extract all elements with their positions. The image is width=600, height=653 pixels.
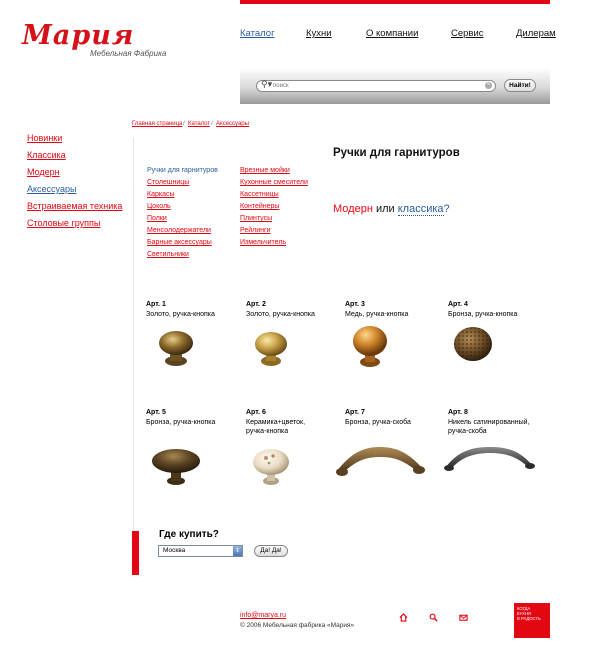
nav-catalog[interactable]: Каталог [240, 28, 275, 39]
product-art: Арт. 6 [246, 409, 266, 416]
search-panel [240, 68, 550, 104]
promo-line: В РАДОСТЬ [517, 616, 541, 621]
product-desc: Керамика+цветок, [246, 419, 306, 426]
clear-icon[interactable]: × [486, 82, 491, 88]
page-title: Ручки для гарнитуров [333, 147, 460, 159]
subcategory-plinth[interactable]: Цоколь [147, 203, 171, 210]
product-art: Арт. 1 [146, 301, 166, 308]
product-image[interactable] [243, 443, 303, 488]
product-desc: Бронза, ручка-скоба [345, 419, 411, 426]
question-classic-link[interactable]: классика [397, 203, 444, 215]
nav-dealers[interactable]: Дилерам [516, 28, 556, 39]
subcategory-sinks[interactable]: Врезные мойки [240, 167, 290, 174]
subcategory-countertops[interactable]: Столешницы [147, 179, 190, 186]
sidebar-item-modern[interactable]: Модерн [27, 167, 60, 177]
product-image[interactable] [340, 322, 400, 370]
product-art: Арт. 5 [146, 409, 166, 416]
promo-line: КОГДА [517, 606, 531, 611]
promo-badge[interactable] [514, 603, 550, 638]
logo-subtitle: Мебельная Фабрика [90, 49, 167, 58]
breadcrumb-catalog[interactable]: Каталог [188, 121, 210, 127]
sidebar-item-accessories[interactable]: Аксессуары [27, 184, 77, 194]
sidebar-item-appliances[interactable]: Встраиваемая техника [27, 201, 123, 211]
product-desc: Золото, ручка-кнопка [146, 311, 215, 318]
subcategory-shelves[interactable]: Полки [147, 215, 167, 222]
logo[interactable] [22, 20, 167, 60]
logo-text: Мария [22, 20, 135, 51]
footer-copyright: © 2006 Мебельная фабрика «Мария» [240, 622, 355, 629]
sidebar-item-classic[interactable]: Классика [27, 150, 66, 160]
product-desc: Медь, ручка-кнопка [345, 311, 409, 318]
product-desc: ручка-кнопка [246, 428, 289, 435]
city-select[interactable] [158, 545, 243, 557]
subcategory-shelf-holders[interactable]: Менсолодержатели [147, 227, 211, 234]
buy-accent-bar [132, 531, 139, 575]
product-art: Арт. 8 [448, 409, 468, 416]
search-icon: ⚲▾ [261, 79, 273, 89]
promo-line: КУХНЯ [517, 611, 531, 616]
style-question [333, 203, 450, 215]
product-art: Арт. 7 [345, 409, 365, 416]
search-button[interactable]: Найти! [504, 79, 536, 92]
search-box[interactable] [256, 80, 496, 92]
sidebar-item-dining[interactable]: Столовые группы [27, 218, 101, 228]
product-image[interactable] [442, 445, 537, 475]
nav-kitchens[interactable]: Кухни [306, 28, 332, 39]
question-mark: ? [443, 203, 450, 215]
where-to-buy-title: Где купить? [159, 529, 219, 540]
product-desc: Бронза, ручка-кнопка [146, 419, 216, 426]
subcategory-frames[interactable]: Каркасы [147, 191, 175, 198]
footer-email-link[interactable]: info@marya.ru [240, 612, 287, 619]
breadcrumb-separator: / [183, 121, 185, 127]
subcategory-railings[interactable]: Рейлинги [240, 227, 271, 234]
product-desc: Бронза, ручка-кнопка [448, 311, 518, 318]
product-art: Арт. 4 [448, 301, 468, 308]
subcategory-containers[interactable]: Контейнеры [240, 203, 280, 210]
city-select-value: Москва [163, 547, 186, 554]
product-image[interactable] [445, 322, 505, 367]
subcategory-lights[interactable]: Светильники [147, 251, 189, 258]
product-image[interactable] [146, 325, 206, 370]
product-desc: Никель сатинированный, [448, 419, 530, 426]
breadcrumb-home[interactable]: Главная страница [132, 121, 183, 127]
subcategory-handles[interactable]: Ручки для гарнитуров [147, 167, 218, 174]
product-desc: Золото, ручка-кнопка [246, 311, 315, 318]
subcategory-faucets[interactable]: Кухонные смесители [240, 179, 308, 186]
content-divider [133, 138, 134, 558]
search-icon[interactable] [429, 613, 438, 622]
product-image[interactable] [333, 443, 428, 483]
subcategory-skirting[interactable]: Плинтусы [240, 215, 273, 222]
question-modern-link[interactable]: Модерн [333, 203, 373, 215]
home-icon[interactable] [399, 613, 408, 622]
product-art: Арт. 2 [246, 301, 266, 308]
mail-icon[interactable] [459, 613, 468, 622]
product-art: Арт. 3 [345, 301, 365, 308]
question-or: или [375, 203, 395, 215]
sidebar-item-new[interactable]: Новинки [27, 133, 63, 143]
breadcrumb-separator: / [211, 121, 213, 127]
where-to-buy-button[interactable]: Да! Да! [254, 545, 288, 557]
product-image[interactable] [146, 443, 206, 488]
chevron-down-icon[interactable]: ⇕ [234, 548, 241, 554]
breadcrumb-accessories[interactable]: Аксессуары [216, 121, 249, 127]
subcategory-shredder[interactable]: Измельчитель [240, 239, 287, 246]
subcategory-cassettes[interactable]: Кассетницы [240, 191, 279, 198]
nav-service[interactable]: Сервис [451, 28, 484, 39]
subcategory-bar-accessories[interactable]: Барные аксессуары [147, 239, 212, 246]
header-accent-bar [240, 0, 550, 4]
product-image[interactable] [243, 325, 303, 370]
search-input[interactable] [273, 81, 473, 91]
nav-about[interactable]: О компании [366, 28, 419, 39]
product-desc: ручка-скоба [448, 428, 487, 435]
